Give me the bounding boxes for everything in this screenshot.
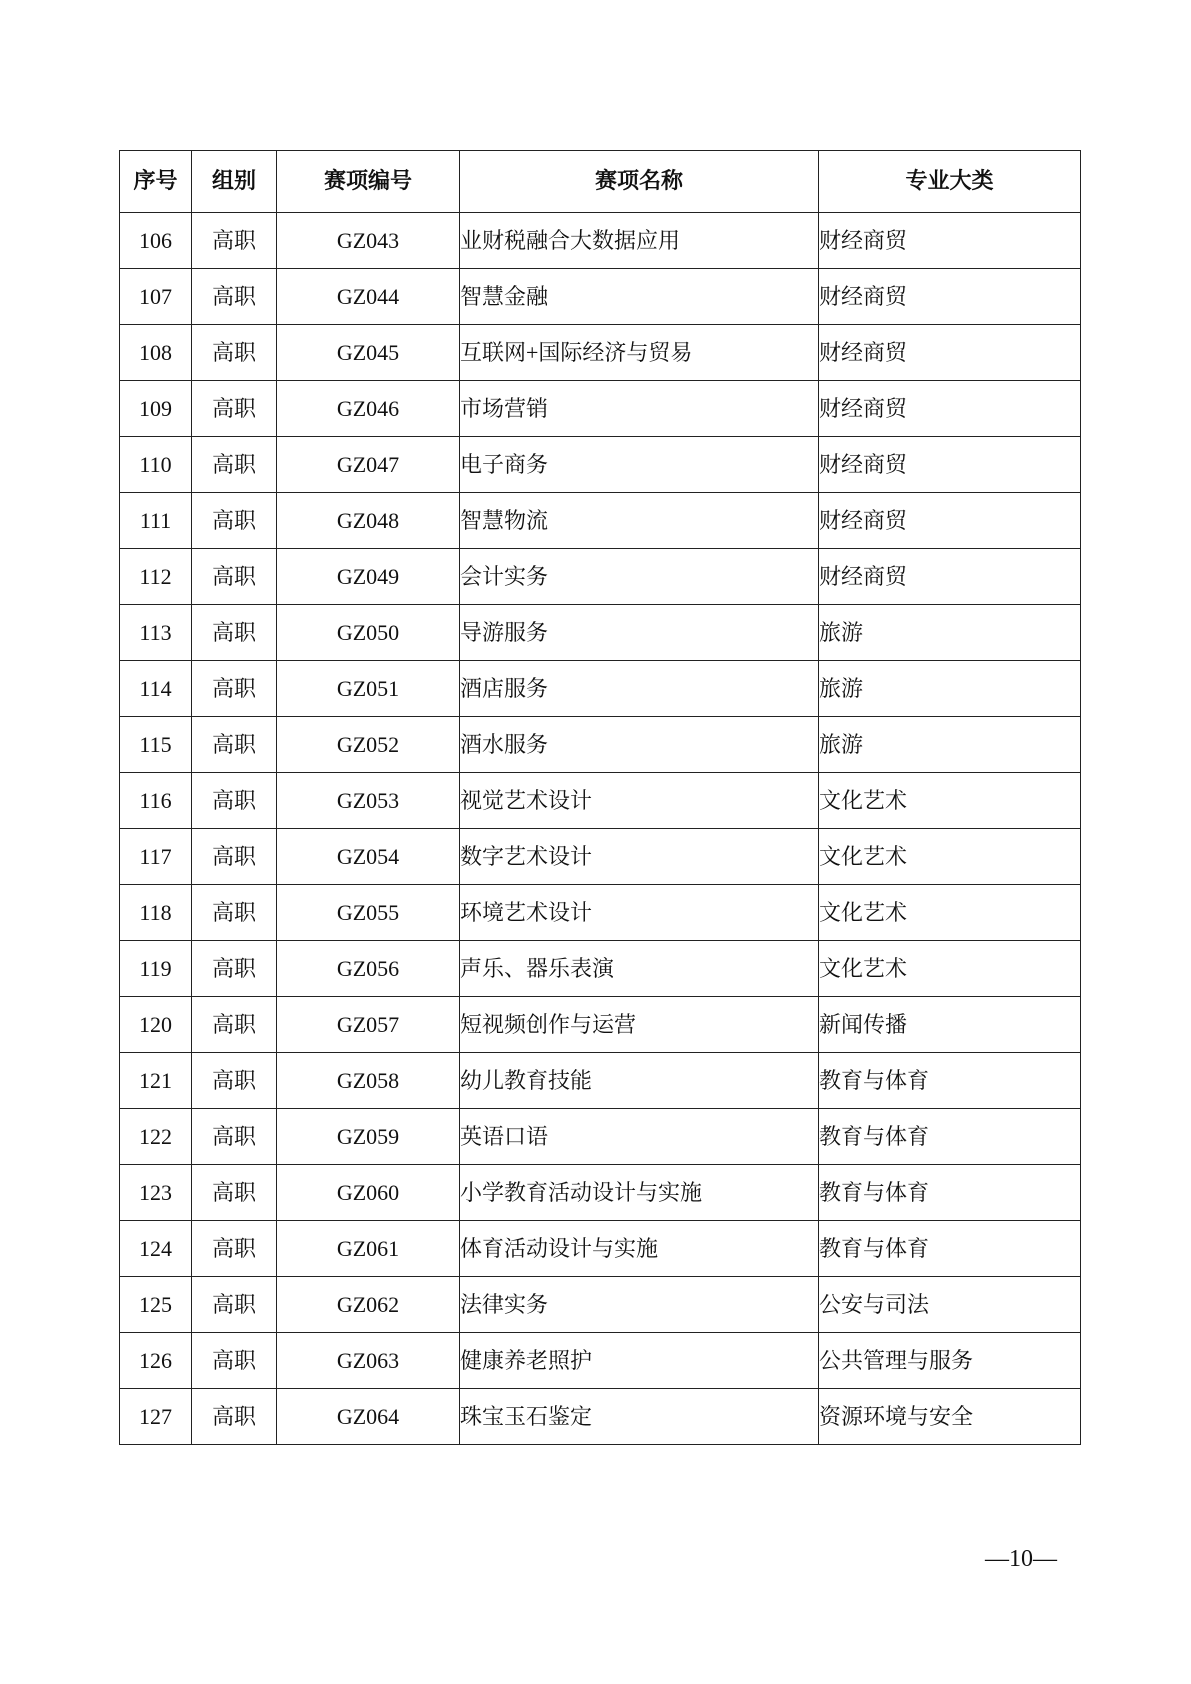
- cell-event-code: GZ043: [277, 213, 460, 269]
- cell-serial-number: 109: [120, 381, 192, 437]
- cell-group: 高职: [192, 1389, 277, 1445]
- cell-group: 高职: [192, 325, 277, 381]
- cell-event-name: 互联网+国际经济与贸易: [460, 325, 819, 381]
- cell-event-name: 市场营销: [460, 381, 819, 437]
- cell-event-code: GZ048: [277, 493, 460, 549]
- table-row: [120, 381, 1081, 437]
- cell-serial-number: 108: [120, 325, 192, 381]
- cell-major-category: 财经商贸: [819, 213, 1081, 269]
- cell-event-name: 声乐、器乐表演: [460, 941, 819, 997]
- cell-event-code: GZ051: [277, 661, 460, 717]
- table-row: [120, 1221, 1081, 1277]
- cell-serial-number: 118: [120, 885, 192, 941]
- cell-major-category: 财经商贸: [819, 437, 1081, 493]
- table-body: [120, 213, 1081, 1445]
- table-row: [120, 213, 1081, 269]
- cell-group: 高职: [192, 1165, 277, 1221]
- table-row: [120, 717, 1081, 773]
- cell-event-name: 体育活动设计与实施: [460, 1221, 819, 1277]
- table-row: [120, 1277, 1081, 1333]
- cell-group: 高职: [192, 1109, 277, 1165]
- cell-serial-number: 112: [120, 549, 192, 605]
- cell-major-category: 财经商贸: [819, 325, 1081, 381]
- cell-event-name: 酒水服务: [460, 717, 819, 773]
- cell-serial-number: 120: [120, 997, 192, 1053]
- cell-serial-number: 125: [120, 1277, 192, 1333]
- cell-major-category: 旅游: [819, 717, 1081, 773]
- header-serial-number: 序号: [120, 151, 192, 213]
- cell-event-code: GZ050: [277, 605, 460, 661]
- header-major-category: 专业大类: [819, 151, 1081, 213]
- table-row: [120, 661, 1081, 717]
- table-row: [120, 885, 1081, 941]
- cell-event-code: GZ056: [277, 941, 460, 997]
- cell-major-category: 公共管理与服务: [819, 1333, 1081, 1389]
- cell-group: 高职: [192, 661, 277, 717]
- cell-event-code: GZ044: [277, 269, 460, 325]
- cell-serial-number: 106: [120, 213, 192, 269]
- table-row: [120, 1333, 1081, 1389]
- header-event-code: 赛项编号: [277, 151, 460, 213]
- cell-event-name: 环境艺术设计: [460, 885, 819, 941]
- cell-event-code: GZ047: [277, 437, 460, 493]
- cell-event-code: GZ055: [277, 885, 460, 941]
- cell-group: 高职: [192, 1333, 277, 1389]
- cell-group: 高职: [192, 605, 277, 661]
- cell-group: 高职: [192, 1221, 277, 1277]
- cell-group: 高职: [192, 1053, 277, 1109]
- cell-event-code: GZ059: [277, 1109, 460, 1165]
- header-group: 组别: [192, 151, 277, 213]
- cell-group: 高职: [192, 1277, 277, 1333]
- cell-event-name: 珠宝玉石鉴定: [460, 1389, 819, 1445]
- table-row: [120, 1389, 1081, 1445]
- cell-serial-number: 117: [120, 829, 192, 885]
- cell-major-category: 文化艺术: [819, 773, 1081, 829]
- cell-event-code: GZ045: [277, 325, 460, 381]
- cell-serial-number: 111: [120, 493, 192, 549]
- cell-event-code: GZ057: [277, 997, 460, 1053]
- cell-event-name: 法律实务: [460, 1277, 819, 1333]
- table-row: [120, 773, 1081, 829]
- cell-event-code: GZ060: [277, 1165, 460, 1221]
- cell-serial-number: 127: [120, 1389, 192, 1445]
- cell-major-category: 旅游: [819, 661, 1081, 717]
- cell-event-name: 幼儿教育技能: [460, 1053, 819, 1109]
- competition-table: [119, 150, 1081, 1445]
- cell-group: 高职: [192, 549, 277, 605]
- cell-event-code: GZ054: [277, 829, 460, 885]
- table-row: [120, 941, 1081, 997]
- cell-serial-number: 113: [120, 605, 192, 661]
- cell-group: 高职: [192, 493, 277, 549]
- cell-event-name: 电子商务: [460, 437, 819, 493]
- cell-major-category: 财经商贸: [819, 381, 1081, 437]
- table-row: [120, 997, 1081, 1053]
- cell-event-code: GZ058: [277, 1053, 460, 1109]
- header-event-name: 赛项名称: [460, 151, 819, 213]
- cell-serial-number: 121: [120, 1053, 192, 1109]
- cell-major-category: 教育与体育: [819, 1109, 1081, 1165]
- cell-major-category: 财经商贸: [819, 549, 1081, 605]
- cell-group: 高职: [192, 773, 277, 829]
- cell-group: 高职: [192, 885, 277, 941]
- cell-event-code: GZ062: [277, 1277, 460, 1333]
- cell-serial-number: 115: [120, 717, 192, 773]
- cell-major-category: 财经商贸: [819, 493, 1081, 549]
- table-header-row: [120, 151, 1081, 213]
- cell-event-name: 小学教育活动设计与实施: [460, 1165, 819, 1221]
- cell-event-name: 智慧金融: [460, 269, 819, 325]
- cell-group: 高职: [192, 269, 277, 325]
- cell-serial-number: 126: [120, 1333, 192, 1389]
- cell-event-code: GZ049: [277, 549, 460, 605]
- cell-event-code: GZ052: [277, 717, 460, 773]
- table-row: [120, 269, 1081, 325]
- cell-major-category: 教育与体育: [819, 1053, 1081, 1109]
- cell-event-name: 视觉艺术设计: [460, 773, 819, 829]
- cell-group: 高职: [192, 941, 277, 997]
- page-number: —10—: [985, 1546, 1057, 1572]
- cell-serial-number: 116: [120, 773, 192, 829]
- cell-event-name: 酒店服务: [460, 661, 819, 717]
- cell-major-category: 文化艺术: [819, 885, 1081, 941]
- cell-event-code: GZ061: [277, 1221, 460, 1277]
- cell-serial-number: 107: [120, 269, 192, 325]
- cell-event-name: 导游服务: [460, 605, 819, 661]
- cell-event-name: 数字艺术设计: [460, 829, 819, 885]
- cell-major-category: 资源环境与安全: [819, 1389, 1081, 1445]
- table-row: [120, 1109, 1081, 1165]
- cell-serial-number: 110: [120, 437, 192, 493]
- cell-group: 高职: [192, 381, 277, 437]
- table-row: [120, 549, 1081, 605]
- table-row: [120, 1165, 1081, 1221]
- cell-serial-number: 119: [120, 941, 192, 997]
- cell-serial-number: 122: [120, 1109, 192, 1165]
- cell-event-code: GZ046: [277, 381, 460, 437]
- cell-event-name: 英语口语: [460, 1109, 819, 1165]
- table-row: [120, 493, 1081, 549]
- cell-event-name: 会计实务: [460, 549, 819, 605]
- cell-event-code: GZ063: [277, 1333, 460, 1389]
- cell-event-name: 短视频创作与运营: [460, 997, 819, 1053]
- table-row: [120, 437, 1081, 493]
- cell-event-name: 健康养老照护: [460, 1333, 819, 1389]
- cell-major-category: 旅游: [819, 605, 1081, 661]
- cell-major-category: 教育与体育: [819, 1221, 1081, 1277]
- cell-major-category: 文化艺术: [819, 829, 1081, 885]
- cell-serial-number: 124: [120, 1221, 192, 1277]
- table-row: [120, 1053, 1081, 1109]
- cell-major-category: 新闻传播: [819, 997, 1081, 1053]
- cell-group: 高职: [192, 829, 277, 885]
- cell-major-category: 文化艺术: [819, 941, 1081, 997]
- cell-event-code: GZ064: [277, 1389, 460, 1445]
- cell-major-category: 公安与司法: [819, 1277, 1081, 1333]
- table-row: [120, 829, 1081, 885]
- cell-serial-number: 123: [120, 1165, 192, 1221]
- table-row: [120, 325, 1081, 381]
- cell-group: 高职: [192, 717, 277, 773]
- cell-event-name: 业财税融合大数据应用: [460, 213, 819, 269]
- table-row: [120, 605, 1081, 661]
- cell-group: 高职: [192, 213, 277, 269]
- cell-event-name: 智慧物流: [460, 493, 819, 549]
- cell-group: 高职: [192, 997, 277, 1053]
- cell-group: 高职: [192, 437, 277, 493]
- cell-major-category: 财经商贸: [819, 269, 1081, 325]
- cell-major-category: 教育与体育: [819, 1165, 1081, 1221]
- cell-event-code: GZ053: [277, 773, 460, 829]
- cell-serial-number: 114: [120, 661, 192, 717]
